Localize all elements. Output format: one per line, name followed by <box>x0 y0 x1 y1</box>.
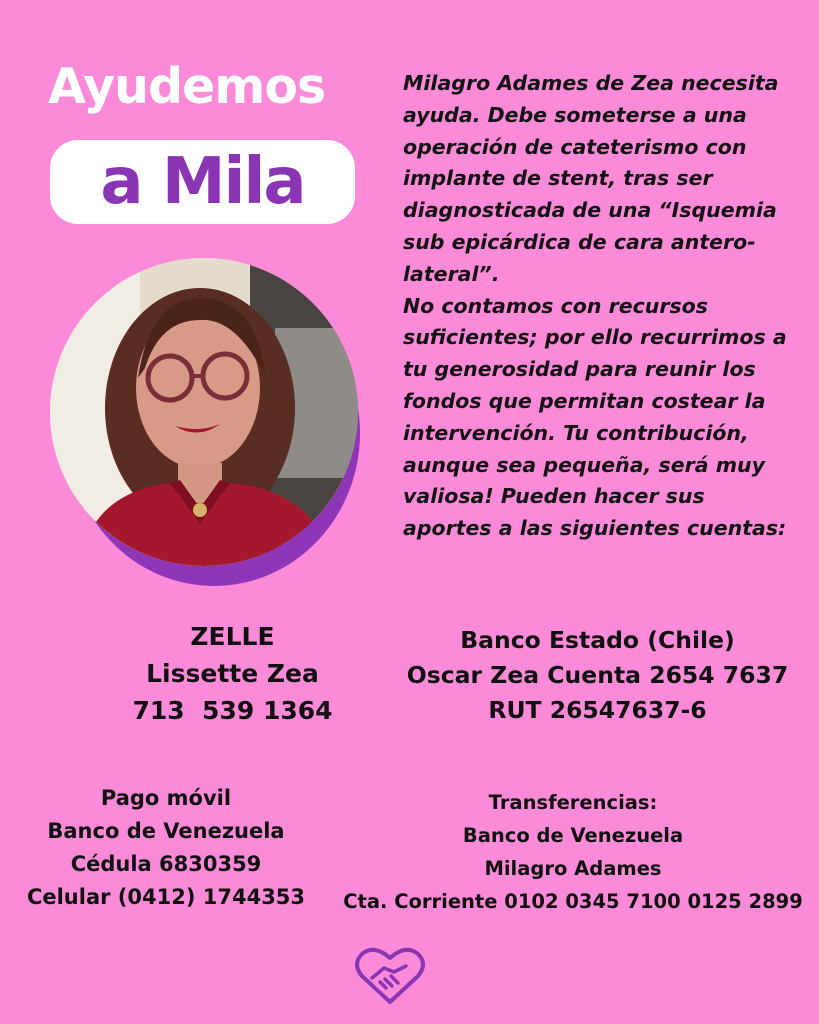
portrait <box>50 258 360 588</box>
title-pill <box>50 140 355 224</box>
transferencias-account-number: Cta. Corriente 0102 0345 7100 0125 2899 <box>343 890 803 913</box>
zelle-name: Lissette Zea <box>146 659 319 688</box>
zelle-label: ZELLE <box>190 622 275 651</box>
title-line-2: a Mila <box>100 145 305 219</box>
appeal-line: intervención. Tu contribución, <box>403 420 749 445</box>
heart-handshake-icon <box>354 944 426 1006</box>
transferencias-bank: Banco de Venezuela <box>462 824 684 847</box>
zelle-account <box>120 618 345 729</box>
pago-movil-bank: Banco de Venezuela <box>47 819 285 843</box>
appeal-line: Milagro Adames de Zea necesita <box>403 71 779 95</box>
appeal-line: operación de cateterismo con <box>403 134 747 159</box>
appeal-line: suficientes; por ello recurrimos a <box>403 325 787 350</box>
pago-movil-account <box>20 782 312 914</box>
appeal-line: fondos que permitan costear la <box>403 388 766 413</box>
appeal-line: ayuda. Debe someterse a una <box>403 102 747 127</box>
zelle-phone: 713 539 1364 <box>132 696 333 725</box>
transferencias-label: Transferencias: <box>488 791 658 814</box>
appeal-line: sub epicárdica de cara antero- <box>403 229 756 254</box>
appeal-line: valiosa! Pueden hacer sus <box>403 484 705 509</box>
title-line-1: Ayudemos <box>48 58 326 115</box>
pago-movil-label: Pago móvil <box>100 786 232 810</box>
portrait-illustration <box>50 258 358 566</box>
woman-portrait-photo <box>50 258 358 566</box>
transferencias-holder: Milagro Adames <box>484 857 662 880</box>
appeal-line: tu generosidad para reunir los <box>403 357 756 382</box>
appeal-line: aunque sea pequeña, será muy <box>403 452 766 477</box>
banco-estado-account-number: Oscar Zea Cuenta 2654 7637 <box>406 661 789 689</box>
pago-movil-celular: Celular (0412) 1744353 <box>26 885 306 909</box>
transferencias-account <box>342 786 804 918</box>
banco-estado-rut: RUT 26547637-6 <box>488 696 707 724</box>
appeal-line: aportes a las siguientes cuentas: <box>403 516 787 541</box>
appeal-line: No contamos con recursos <box>403 293 708 318</box>
pago-movil-cedula: Cédula 6830359 <box>70 852 262 876</box>
appeal-line: implante de stent, tras ser <box>403 166 713 191</box>
appeal-line: lateral”. <box>403 261 500 286</box>
banco-estado-bank: Banco Estado (Chile) <box>460 626 735 654</box>
banco-estado-account <box>400 623 795 728</box>
appeal-text <box>403 68 803 545</box>
appeal-line: diagnosticada de una “Isquemia <box>403 198 777 223</box>
